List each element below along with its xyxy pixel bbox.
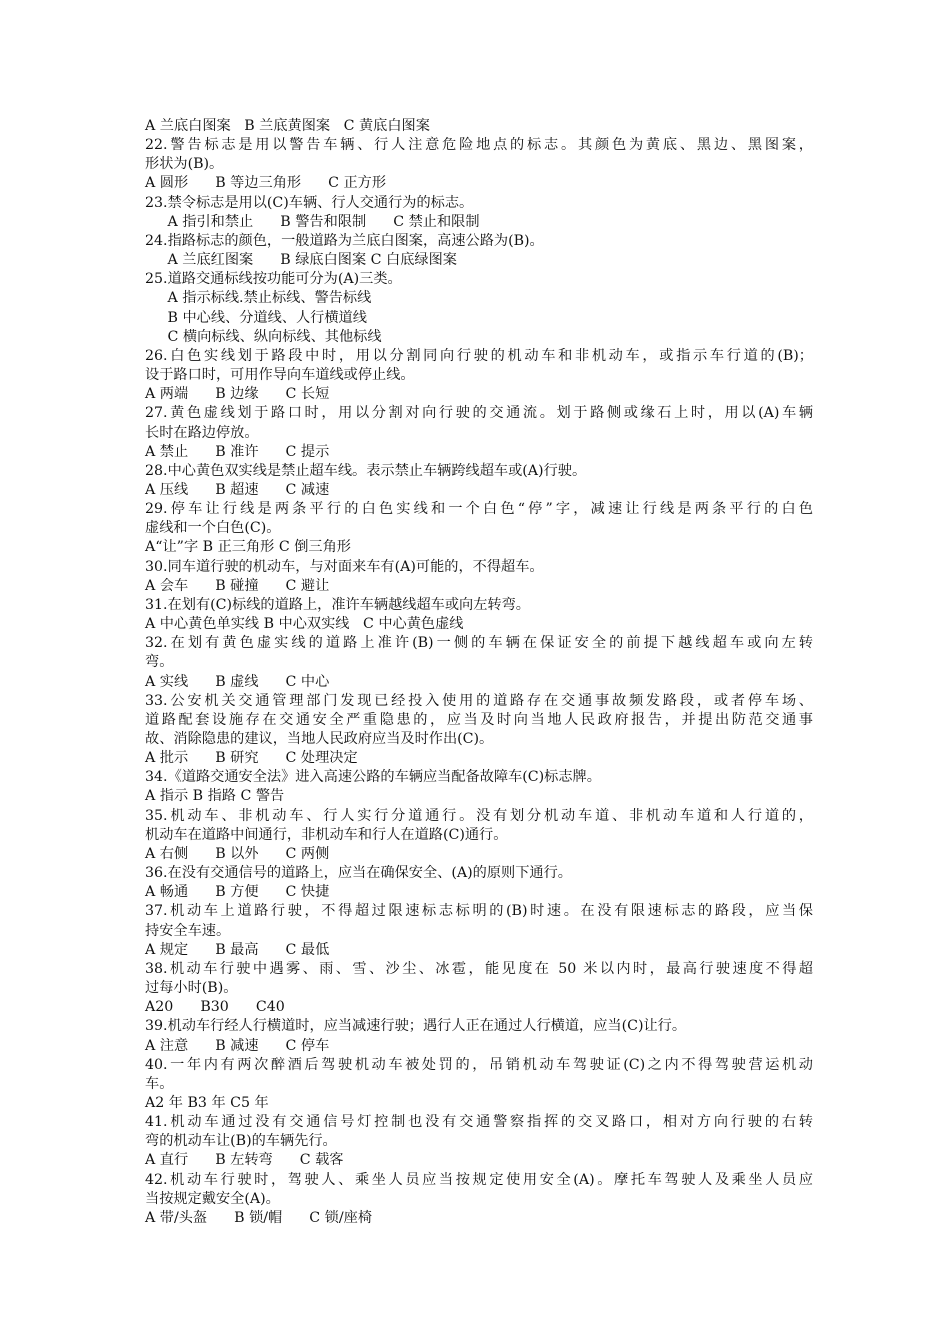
text-line: 虚线和一个白色(C)。 bbox=[145, 520, 281, 537]
text-line: 30.同车道行驶的机动车，与对面来车有(A)可能的，不得超车。 bbox=[145, 558, 544, 575]
text-line: A2 年 B3 年 C5 年 bbox=[145, 1094, 269, 1111]
text-line: 28.中心黄色双实线是禁止超车线。表示禁止车辆跨线超车或(A)行驶。 bbox=[145, 462, 587, 479]
text-line: A 压线 B 超速 C 减速 bbox=[145, 481, 330, 498]
text-line: A 右侧 B 以外 C 两侧 bbox=[145, 845, 330, 862]
text-line: 38.机动车行驶中遇雾、雨、雪、沙尘、冰雹，能见度在 50 米以内时，最高行驶速度不得超 bbox=[145, 960, 813, 977]
text-line: A“让”字 B 正三角形 C 倒三角形 bbox=[145, 539, 351, 556]
text-line: 车。 bbox=[145, 1075, 174, 1092]
text-line: 当按规定戴安全(A)。 bbox=[145, 1190, 280, 1207]
text-line: 23.禁令标志是用以(C)车辆、行人交通行为的标志。 bbox=[145, 194, 474, 211]
text-line: A 圆形 B 等边三角形 C 正方形 bbox=[145, 175, 387, 192]
text-line: 22.警告标志是用以警告车辆、行人注意危险地点的标志。其颜色为黄底、黑边、黑图案， bbox=[145, 137, 813, 154]
text-line: 31.在划有(C)标线的道路上，准许车辆越线超车或向左转弯。 bbox=[145, 596, 530, 613]
text-line: A 实线 B 虚线 C 中心 bbox=[145, 673, 330, 690]
text-line: A 中心黄色单实线 B 中心双实线 C 中心黄色虚线 bbox=[145, 616, 464, 633]
text-line: A 带/头盔 B 锁/帽 C 锁/座椅 bbox=[145, 1209, 373, 1226]
text-line: 39.机动车行经人行横道时，应当减速行驶；遇行人正在通过人行横道，应当(C)让行。 bbox=[145, 1018, 687, 1035]
text-line: 37.机动车上道路行驶，不得超过限速标志标明的(B)时速。在没有限速标志的路段，应当保 bbox=[145, 903, 813, 920]
text-line: A 会车 B 碰撞 C 避让 bbox=[145, 577, 330, 594]
text-line: A 畅通 B 方便 C 快捷 bbox=[145, 884, 330, 901]
text-line: 道路配套设施存在交通安全严重隐患的，应当及时向当地人民政府报告，并提出防范交通事 bbox=[145, 711, 813, 728]
text-line: A 兰底白图案 B 兰底黄图案 C 黄底白图案 bbox=[145, 118, 430, 134]
text-line: 机动车在道路中间通行，非机动车和行人在道路(C)通行。 bbox=[145, 826, 508, 843]
text-line: 27.黄色虚线划于路口时，用以分割对向行驶的交通流。划于路侧或缘石上时，用以(A)车辆 bbox=[145, 405, 813, 422]
text-line: A 禁止 B 准许 C 提示 bbox=[145, 443, 330, 460]
text-line: 25.道路交通标线按功能可分为(A)三类。 bbox=[145, 271, 402, 288]
text-line: A 指引和禁止 B 警告和限制 C 禁止和限制 bbox=[145, 213, 480, 230]
text-line: A20 B30 C40 bbox=[145, 999, 285, 1016]
text-line: 24.指路标志的颜色，一般道路为兰底白图案，高速公路为(B)。 bbox=[145, 232, 544, 249]
text-line: B 中心线、分道线、人行横道线 bbox=[145, 309, 367, 326]
text-line: 持安全车速。 bbox=[145, 922, 231, 939]
text-line: 设于路口时，可用作导向车道线或停止线。 bbox=[145, 367, 415, 384]
text-line: 35.机动车、非机动车、行人实行分道通行。没有划分机动车道、非机动车道和人行道的， bbox=[145, 807, 813, 824]
text-line: 32.在划有黄色虚实线的道路上准许(B)一侧的车辆在保证安全的前提下越线超车或向左转 bbox=[145, 635, 813, 652]
text-line: A 指示标线.禁止标线、警告标线 bbox=[145, 290, 372, 307]
text-line: 41.机动车通过没有交通信号灯控制也没有交通警察指挥的交叉路口，相对方向行驶的右转 bbox=[145, 1114, 813, 1131]
text-line: 42.机动车行驶时，驾驶人、乘坐人员应当按规定使用安全(A)。摩托车驾驶人及乘坐人员应 bbox=[145, 1171, 813, 1188]
text-line: 26.白色实线划于路段中时，用以分割同向行驶的机动车和非机动车，或指示车行道的(B)； bbox=[145, 347, 813, 364]
text-line: 过每小时(B)。 bbox=[145, 980, 238, 997]
text-line: 34.《道路交通安全法》进入高速公路的车辆应当配备故障车(C)标志牌。 bbox=[145, 769, 601, 786]
text-line: A 注意 B 减速 C 停车 bbox=[145, 1037, 330, 1054]
text-line: A 兰底红图案 B 绿底白图案 C 白底绿图案 bbox=[145, 252, 457, 269]
text-line: 29.停车让行线是两条平行的白色实线和一个白色“停”字，减速让行线是两条平行的白色 bbox=[145, 501, 813, 518]
text-line: A 指示 B 指路 C 警告 bbox=[145, 788, 285, 805]
text-line: 长时在路边停放。 bbox=[145, 424, 259, 441]
text-line: 36.在没有交通信号的道路上，应当在确保安全、(A)的原则下通行。 bbox=[145, 865, 572, 882]
text-line: A 两端 B 边缘 C 长短 bbox=[145, 386, 330, 403]
text-line: 弯。 bbox=[145, 654, 174, 671]
text-line: A 批示 B 研究 C 处理决定 bbox=[145, 750, 358, 767]
text-line: 故、消除隐患的建议，当地人民政府应当及时作出(C)。 bbox=[145, 731, 494, 747]
text-line: 弯的机动车让(B)的车辆先行。 bbox=[145, 1133, 337, 1150]
text-line: A 直行 B 左转弯 C 载客 bbox=[145, 1152, 344, 1169]
text-line: A 规定 B 最高 C 最低 bbox=[145, 941, 330, 958]
document-page bbox=[145, 117, 813, 1228]
text-line: 40.一年内有两次醉酒后驾驶机动车被处罚的，吊销机动车驾驶证(C)之内不得驾驶营运机动 bbox=[145, 1056, 813, 1073]
text-line: 形状为(B)。 bbox=[145, 156, 224, 173]
text-line: 33.公安机关交通管理部门发现已经投入使用的道路存在交通事故频发路段，或者停车场、 bbox=[145, 692, 813, 709]
text-line: C 横向标线、纵向标线、其他标线 bbox=[145, 328, 382, 345]
